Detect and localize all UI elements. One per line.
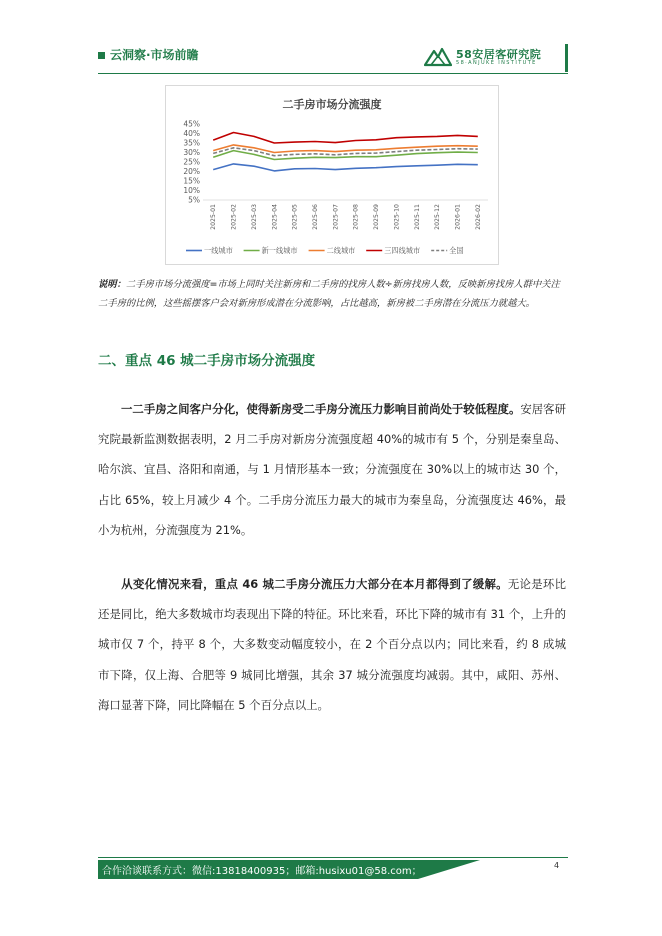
logo-mountain-icon <box>424 45 452 67</box>
legend-label: 三四线城市 <box>384 246 421 255</box>
chart-container <box>165 85 499 265</box>
y-tick-label: 5% <box>188 195 200 205</box>
line-chart <box>166 86 498 264</box>
series-line-1 <box>213 151 478 160</box>
x-tick-label: 2025-07 <box>332 204 340 230</box>
y-tick-label: 15% <box>183 176 200 186</box>
x-tick-label: 2026-01 <box>454 204 462 230</box>
paragraph-2 <box>98 569 566 720</box>
header-divider <box>98 73 568 74</box>
x-tick-label: 2025-06 <box>311 204 319 230</box>
y-tick-label: 25% <box>183 157 200 167</box>
x-tick-label: 2026-02 <box>474 204 482 230</box>
footer-bar-tail <box>418 860 480 879</box>
x-tick-label: 2025-02 <box>230 204 238 230</box>
legend-label: 全国 <box>449 246 464 255</box>
header-accent-bar <box>565 44 568 72</box>
x-tick-label: 2025-04 <box>271 204 279 230</box>
paragraph-1-body: 安居客研究院最新监测数据表明，2 月二手房对新房分流强度超 40%的城市有 5 个，分别是秦皇岛、哈尔滨、宜昌、洛阳和南通，与 1 月情形基本一致；分流强度在 30%以上的城市达 30 个，占比 65%，较上月减少 4 个。二手房分流压力最大的城市为秦皇岛，分流强度达 46%，最小为杭州，分流强度为 21%。 <box>98 402 566 537</box>
footer-divider <box>98 857 568 858</box>
header-title: 云洞察·市场前瞻 <box>110 48 199 62</box>
page-number: 4 <box>554 861 560 870</box>
header-bullet <box>98 52 105 59</box>
chart-title: 二手房市场分流强度 <box>282 98 382 111</box>
institute-logo <box>424 44 554 70</box>
legend-label: 一线城市 <box>204 246 233 255</box>
x-tick-label: 2025-10 <box>393 204 401 230</box>
x-tick-label: 2025-03 <box>250 204 258 230</box>
paragraph-1 <box>98 394 566 545</box>
series-line-3 <box>213 133 478 144</box>
x-tick-label: 2025-09 <box>373 204 381 230</box>
y-tick-label: 40% <box>183 129 200 138</box>
x-tick-label: 2025-11 <box>413 204 421 230</box>
logo-text-cn: 58安居客研究院 <box>456 48 542 61</box>
series-line-0 <box>213 164 478 171</box>
y-tick-label: 35% <box>183 138 200 148</box>
paragraph-2-lead: 从变化情况来看，重点 46 城二手房分流压力大部分在本月都得到了缓解。 <box>121 577 508 591</box>
paragraph-1-lead: 一二手房之间客户分化，使得新房受二手房分流压力影响目前尚处于较低程度。 <box>121 402 521 416</box>
page-header <box>98 44 568 76</box>
paragraph-2-body: 无论是环比还是同比，绝大多数城市均表现出下降的特征。环比来看，环比下降的城市有 31 个，上升的城市仅 7 个，持平 8 个，大多数变动幅度较小，在 2 个百分点以内；同比来看，约 8 成城市下降，仅上海、合肥等 9 城同比增强，其余 37 城分流强度均减弱。其中，咸阳、苏州、海口显著下降，同比降幅在 5 个百分点以上。 <box>98 577 566 712</box>
x-tick-label: 2025-05 <box>291 204 299 230</box>
x-tick-label: 2025-08 <box>352 204 360 230</box>
legend-label: 二线城市 <box>326 246 356 255</box>
y-tick-label: 30% <box>183 148 200 157</box>
section-title: 二、重点 46 城二手房市场分流强度 <box>98 353 316 369</box>
x-tick-label: 2025-01 <box>210 204 218 230</box>
y-tick-label: 45% <box>183 119 200 129</box>
series-line-2 <box>213 145 478 153</box>
footer-contact: 合作洽谈联系方式：微信:13818400935；邮箱:husixu01@58.com； <box>102 866 422 877</box>
note-label: 说明： <box>98 279 126 290</box>
y-tick-label: 20% <box>183 167 200 176</box>
x-tick-label: 2025-12 <box>434 204 442 230</box>
note-text: 二手房市场分流强度=市场上同时关注新房和二手房的找房人数÷新房找房人数，反映新房找房人群中关注二手房的比例，这些摇摆客户会对新房形成潜在分流影响，占比越高，新房被二手房潜在分流压力就越大。 <box>98 279 560 309</box>
chart-note <box>98 275 566 313</box>
y-tick-label: 10% <box>183 186 200 195</box>
legend-label: 新一线城市 <box>261 246 298 255</box>
logo-text-en: 58·ANJUKE INSTITUTE <box>456 60 537 66</box>
